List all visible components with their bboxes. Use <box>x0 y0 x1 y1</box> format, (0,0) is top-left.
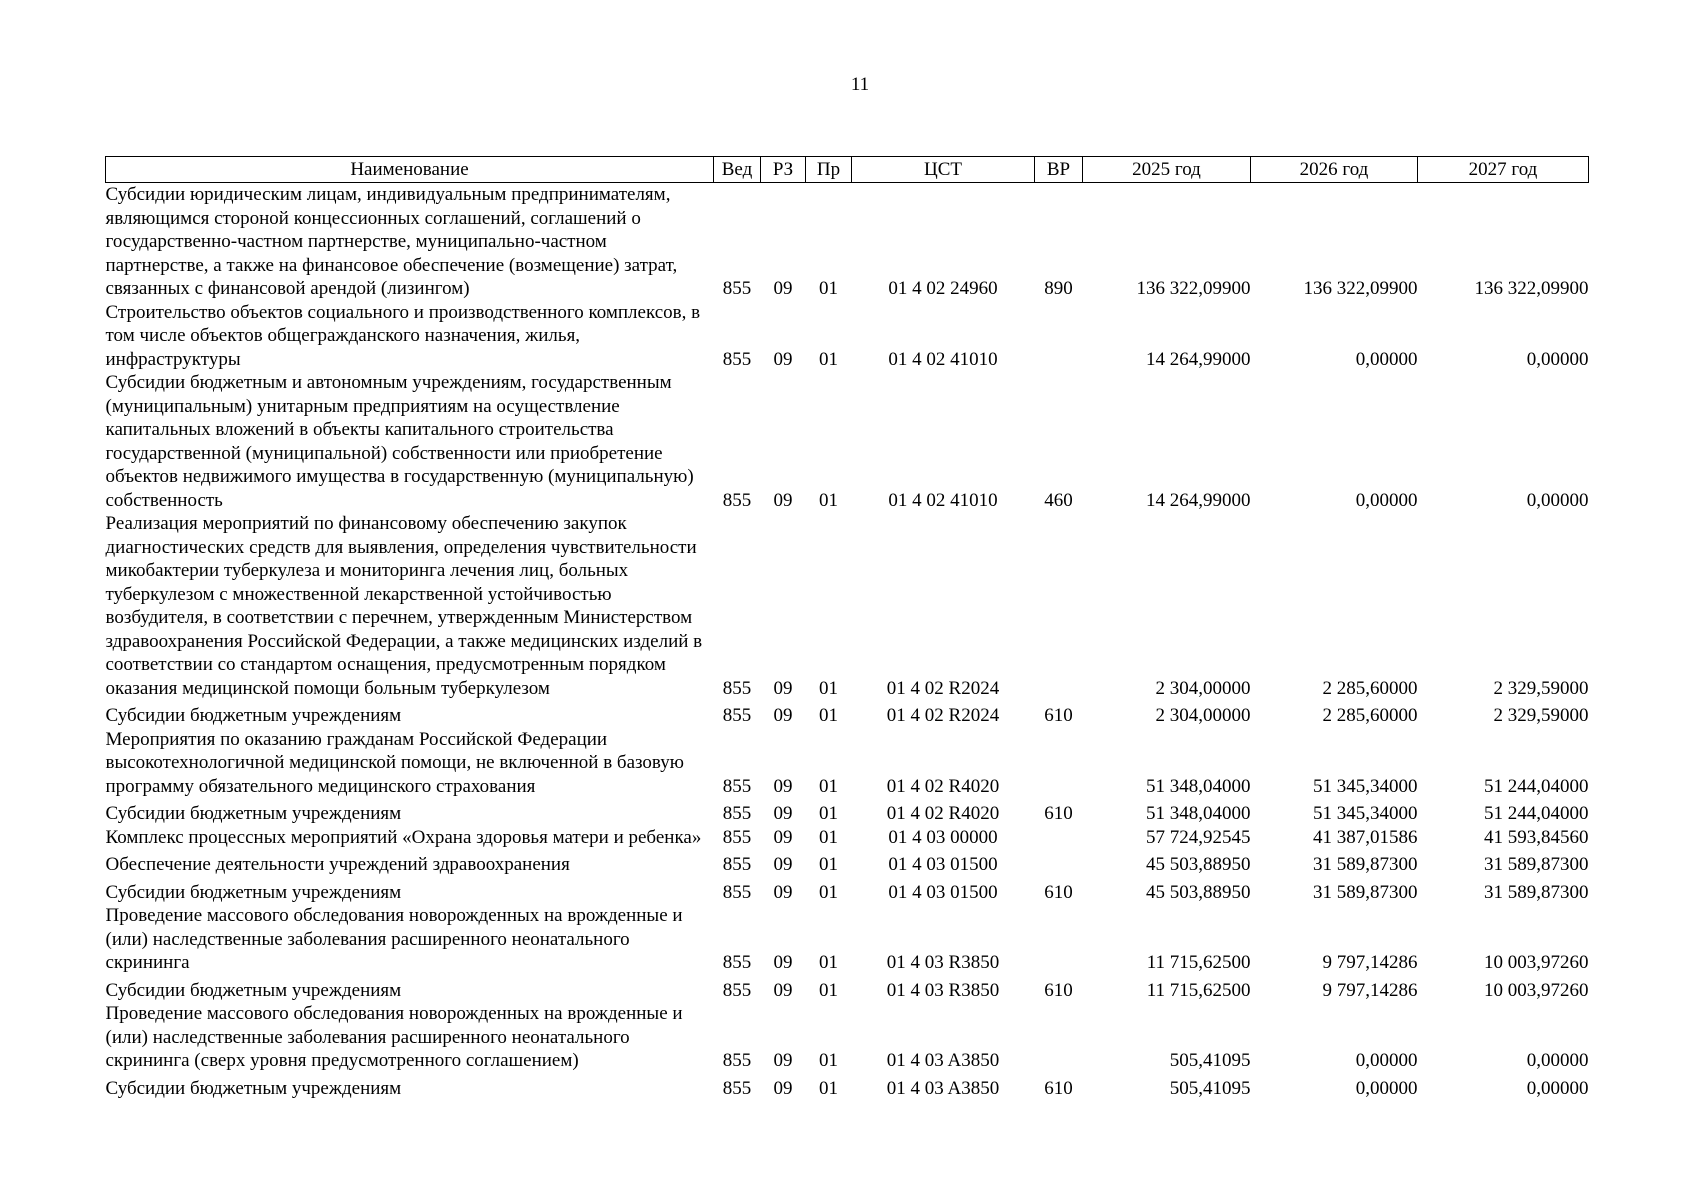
row-pr: 01 <box>819 705 838 726</box>
table-row <box>106 512 1589 700</box>
row-pr: 01 <box>819 775 838 797</box>
row-cst: 01 4 03 R3850 <box>886 952 1000 973</box>
row-pr: 01 <box>819 826 838 848</box>
row-pr: 01 <box>819 1050 838 1071</box>
row-ved: 855 <box>722 952 752 973</box>
row-cst: 01 4 02 41010 <box>888 489 998 511</box>
table-row <box>106 371 1589 512</box>
row-ved: 855 <box>722 1050 752 1071</box>
row-rz: 09 <box>773 826 793 848</box>
row-2026: 136 322,09900 <box>1303 278 1418 299</box>
header-vr: ВР <box>1035 157 1083 183</box>
row-pr: 01 <box>819 677 838 699</box>
row-2027: 51 244,04000 <box>1484 803 1589 824</box>
row-2025: 14 264,99000 <box>1146 489 1251 511</box>
row-name: Комплекс процессных мероприятий «Охрана здоровья матери и ребенка» <box>105 826 702 848</box>
row-2026: 51 345,34000 <box>1313 803 1418 824</box>
row-2027: 10 003,97260 <box>1484 952 1589 973</box>
table-row <box>106 849 1589 877</box>
row-vr <box>1035 301 1083 372</box>
row-2025: 136 322,09900 <box>1136 278 1251 299</box>
header-2026: 2026 год <box>1251 157 1418 183</box>
row-rz: 09 <box>773 348 793 370</box>
row-name: Субсидии юридическим лицам, индивидуальным предпринимателям, являющимся стороной концессионных соглашений, соглашений о государственно-частном партнерстве, муниципально-частном партнерстве, а также на финансовое обеспечение (возмещение) затрат, связанных с финансовой арендой (лизингом) <box>105 184 678 299</box>
row-name: Субсидии бюджетным учреждениям <box>105 803 402 824</box>
row-name: Субсидии бюджетным и автономным учреждениям, государственным (муниципальным) унитарным предприятиям на осуществление капитальных вложений в объекты капитального строительства государственной (муниципальной) собственности или приобретение объектов недвижимого имущества в государственную (муниципальную) собственность <box>105 372 694 511</box>
row-vr <box>1035 1002 1083 1073</box>
row-2026: 9 797,14286 <box>1322 979 1418 1001</box>
row-2025: 11 715,62500 <box>1146 979 1251 1001</box>
row-2027: 2 329,59000 <box>1493 705 1589 726</box>
row-pr: 01 <box>819 979 838 1001</box>
row-2025: 45 503,88950 <box>1146 881 1251 903</box>
row-vr <box>1035 728 1083 799</box>
budget-table <box>105 156 1589 1100</box>
row-pr: 01 <box>819 348 838 370</box>
row-vr <box>1035 512 1083 700</box>
row-rz: 09 <box>773 489 793 511</box>
row-2025: 505,41095 <box>1169 1077 1251 1099</box>
row-name: Строительство объектов социального и производственного комплексов, в том числе объектов общегражданского назначения, жилья, инфраструктуры <box>105 301 701 370</box>
row-2027: 0,00000 <box>1526 1050 1589 1071</box>
row-name: Реализация мероприятий по финансовому обеспечению закупок диагностических средств для выявления, определения чувствительности микобактерии туберкулеза и мониторинга лечения лиц, больных туберкулезом с множественной лекарственной устойчивостью возбудителя, в соответствии с перечнем, утвержденным Министерством здравоохранения Российской Федерации, а также медицинских изделий в соответствии со стандартом оснащения, предусмотренным порядком оказания медицинской помощи больным туберкулезом <box>105 513 703 699</box>
row-ved: 855 <box>722 979 752 1001</box>
row-2027: 0,00000 <box>1526 348 1589 370</box>
row-pr: 01 <box>819 952 838 973</box>
row-name: Субсидии бюджетным учреждениям <box>105 1077 402 1099</box>
row-2026: 0,00000 <box>1355 1050 1418 1071</box>
row-vr <box>1035 826 1083 850</box>
header-2025: 2025 год <box>1083 157 1251 183</box>
row-2026: 0,00000 <box>1355 1077 1418 1099</box>
row-2027: 51 244,04000 <box>1484 775 1589 797</box>
table-row <box>106 700 1589 728</box>
table-row <box>106 728 1589 799</box>
row-2027: 2 329,59000 <box>1493 677 1589 699</box>
row-rz: 09 <box>773 979 793 1001</box>
row-rz: 09 <box>773 881 793 903</box>
row-vr: 610 <box>1044 803 1073 824</box>
header-cst: ЦСТ <box>852 157 1035 183</box>
row-cst: 01 4 03 R3850 <box>886 979 1000 1001</box>
row-rz: 09 <box>773 803 793 824</box>
row-pr: 01 <box>819 881 838 903</box>
table-row <box>106 904 1589 975</box>
row-2027: 136 322,09900 <box>1474 278 1589 299</box>
row-cst: 01 4 02 R2024 <box>886 705 1000 726</box>
row-cst: 01 4 02 24960 <box>888 278 998 299</box>
row-2025: 51 348,04000 <box>1146 803 1251 824</box>
row-2025: 57 724,92545 <box>1146 826 1251 848</box>
row-ved: 855 <box>722 803 752 824</box>
row-2026: 31 589,87300 <box>1313 854 1418 875</box>
row-ved: 855 <box>722 775 752 797</box>
row-2026: 51 345,34000 <box>1313 775 1418 797</box>
row-2026: 0,00000 <box>1355 489 1418 511</box>
row-cst: 01 4 03 A3850 <box>886 1050 1000 1071</box>
row-ved: 855 <box>722 854 752 875</box>
row-ved: 855 <box>722 489 752 511</box>
row-rz: 09 <box>773 705 793 726</box>
table-row <box>106 826 1589 850</box>
row-name: Обеспечение деятельности учреждений здравоохранения <box>105 854 570 875</box>
table-header-row <box>106 157 1589 183</box>
row-2027: 31 589,87300 <box>1484 881 1589 903</box>
row-vr: 610 <box>1044 1077 1073 1099</box>
row-rz: 09 <box>773 677 793 699</box>
row-pr: 01 <box>819 1077 838 1099</box>
row-cst: 01 4 02 R4020 <box>886 803 1000 824</box>
row-vr <box>1035 849 1083 877</box>
row-name: Субсидии бюджетным учреждениям <box>105 881 402 903</box>
row-2026: 31 589,87300 <box>1313 881 1418 903</box>
row-2025: 51 348,04000 <box>1146 775 1251 797</box>
header-pr: Пр <box>806 157 852 183</box>
row-name: Субсидии бюджетным учреждениям <box>105 705 402 726</box>
row-2025: 2 304,00000 <box>1155 705 1251 726</box>
row-ved: 855 <box>722 677 752 699</box>
row-ved: 855 <box>722 348 752 370</box>
row-rz: 09 <box>773 1077 793 1099</box>
row-2027: 0,00000 <box>1526 1077 1589 1099</box>
row-2026: 2 285,60000 <box>1322 677 1418 699</box>
row-2026: 0,00000 <box>1355 348 1418 370</box>
row-cst: 01 4 02 41010 <box>888 348 998 370</box>
row-rz: 09 <box>773 1050 793 1071</box>
row-pr: 01 <box>819 489 838 511</box>
row-cst: 01 4 03 01500 <box>888 854 998 875</box>
row-2027: 31 589,87300 <box>1484 854 1589 875</box>
table-row <box>106 798 1589 826</box>
header-ved: Вед <box>714 157 761 183</box>
row-ved: 855 <box>722 1077 752 1099</box>
row-cst: 01 4 03 A3850 <box>886 1077 1000 1099</box>
row-vr: 610 <box>1044 705 1073 726</box>
row-pr: 01 <box>819 854 838 875</box>
row-pr: 01 <box>819 803 838 824</box>
row-2026: 9 797,14286 <box>1322 952 1418 973</box>
row-cst: 01 4 02 R2024 <box>886 677 1000 699</box>
row-2025: 45 503,88950 <box>1146 854 1251 875</box>
row-cst: 01 4 02 R4020 <box>886 775 1000 797</box>
row-ved: 855 <box>722 881 752 903</box>
row-pr: 01 <box>819 278 838 299</box>
header-2027: 2027 год <box>1418 157 1589 183</box>
table-row <box>106 301 1589 372</box>
row-2025: 505,41095 <box>1169 1050 1251 1071</box>
row-2025: 11 715,62500 <box>1146 952 1251 973</box>
row-2027: 0,00000 <box>1526 489 1589 511</box>
row-2026: 2 285,60000 <box>1322 705 1418 726</box>
row-name: Мероприятия по оказанию гражданам Российской Федерации высокотехнологичной медицинской помощи, не включенной в базовую программу обязательного медицинского страхования <box>105 728 684 797</box>
row-cst: 01 4 03 01500 <box>888 881 998 903</box>
row-name: Проведение массового обследования новорожденных на врожденные и (или) наследственные заболевания расширенного неонатального скрининга (сверх уровня предусмотренного соглашением) <box>105 1003 683 1071</box>
table-row <box>106 975 1589 1003</box>
table-row <box>106 183 1589 301</box>
row-vr: 610 <box>1044 881 1073 903</box>
row-ved: 855 <box>722 278 752 299</box>
row-name: Субсидии бюджетным учреждениям <box>105 979 402 1001</box>
row-vr: 890 <box>1044 278 1073 299</box>
header-name: Наименование <box>106 157 714 183</box>
row-2026: 41 387,01586 <box>1313 826 1418 848</box>
row-2027: 41 593,84560 <box>1484 826 1589 848</box>
row-cst: 01 4 03 00000 <box>888 826 998 848</box>
table-row <box>106 877 1589 905</box>
table-row <box>106 1073 1589 1101</box>
header-rz: РЗ <box>761 157 806 183</box>
row-vr <box>1035 904 1083 975</box>
page-number: 11 <box>850 74 870 95</box>
row-rz: 09 <box>773 952 793 973</box>
row-2025: 14 264,99000 <box>1146 348 1251 370</box>
table-row <box>106 1002 1589 1073</box>
row-name: Проведение массового обследования новорожденных на врожденные и (или) наследственные заболевания расширенного неонатального скрининга <box>105 905 683 973</box>
row-rz: 09 <box>773 278 793 299</box>
row-ved: 855 <box>722 705 752 726</box>
row-2025: 2 304,00000 <box>1155 677 1251 699</box>
row-rz: 09 <box>773 854 793 875</box>
row-vr: 460 <box>1044 489 1073 511</box>
row-vr: 610 <box>1044 979 1073 1001</box>
row-ved: 855 <box>722 826 752 848</box>
row-2027: 10 003,97260 <box>1484 979 1589 1001</box>
row-rz: 09 <box>773 775 793 797</box>
